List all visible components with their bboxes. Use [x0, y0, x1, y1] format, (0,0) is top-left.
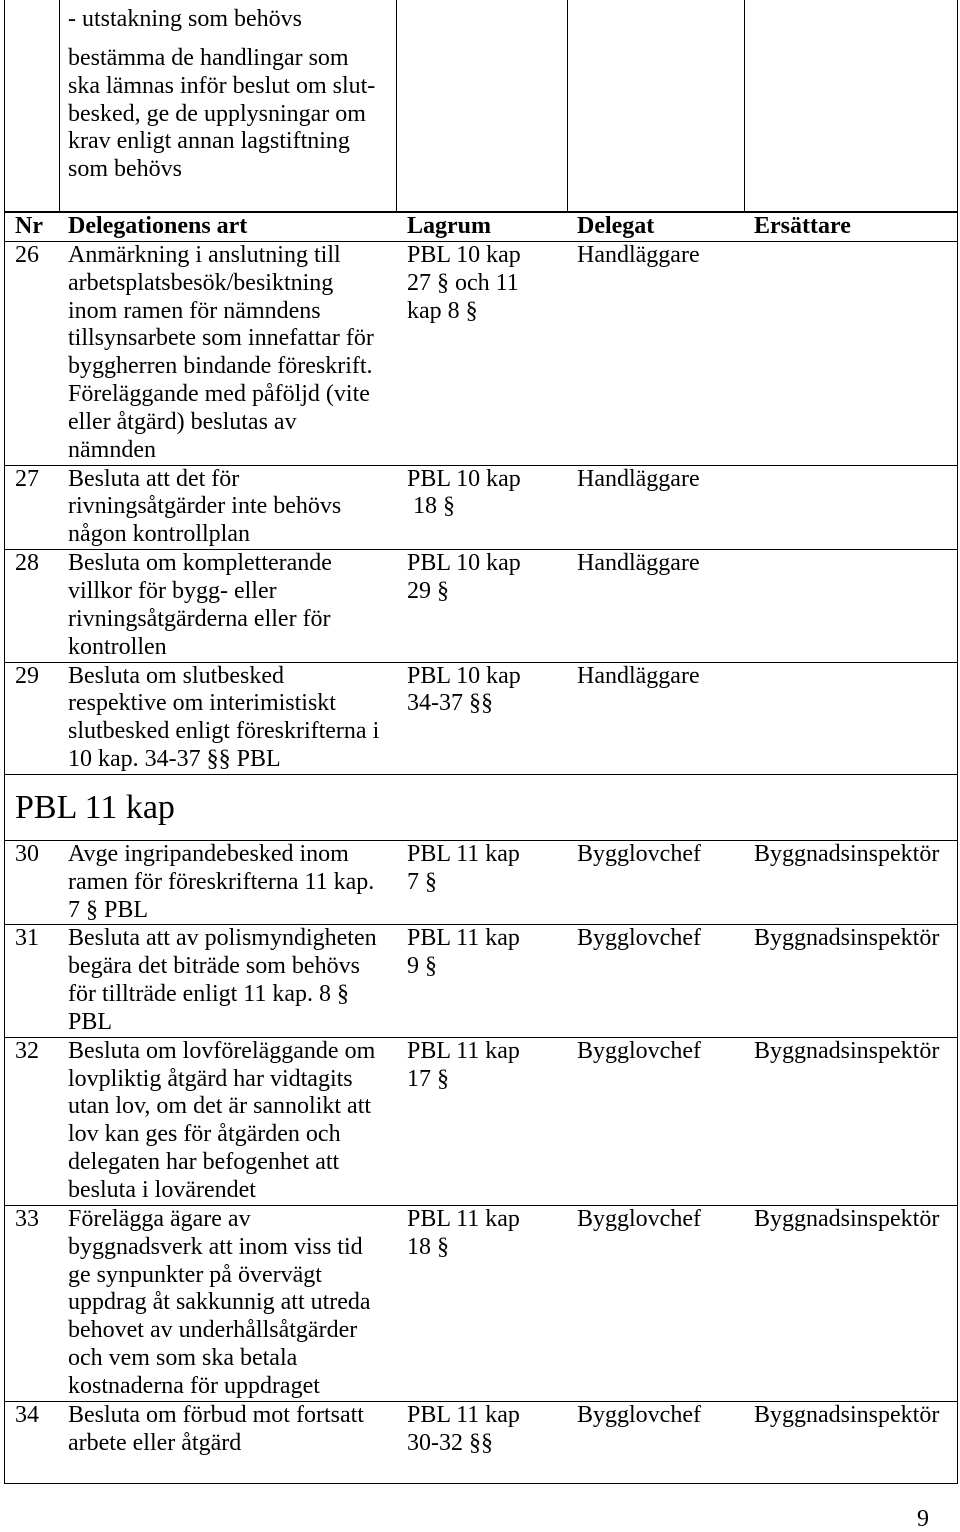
continuation-text-line: besked, ge de upplysningar om — [68, 100, 366, 127]
table-row — [5, 1401, 957, 1484]
row-lagrum — [397, 663, 568, 774]
art-text-line: lov kan ges för åtgärden och — [68, 1121, 341, 1148]
art-text-line: Besluta om lovföreläggande om — [68, 1037, 376, 1064]
lagrum-text-line: PBL 10 kap — [407, 550, 521, 577]
header-nr: Nr — [15, 213, 43, 239]
row-delegat: Handläggare — [577, 241, 700, 268]
row-ersattare: Byggnadsinspektör — [754, 1205, 940, 1232]
lagrum-text-line: 9 § — [407, 953, 437, 980]
row-delegat: Bygglovchef — [577, 840, 701, 867]
continuation-text-line: som behövs — [68, 156, 182, 183]
row-lagrum — [397, 925, 568, 1036]
continuation-bullet-item: - utstakning som behövs — [68, 6, 302, 32]
row-ersattare — [745, 550, 957, 661]
row-lagrum — [397, 1206, 568, 1401]
row-ersattare: Byggnadsinspektör — [754, 840, 940, 867]
art-text-line: för tillträde enligt 11 kap. 8 § — [68, 981, 350, 1008]
row-nr: 32 — [15, 1037, 39, 1064]
continuation-paragraph — [68, 45, 396, 184]
lagrum-text-line: 17 § — [407, 1065, 449, 1092]
row-delegationens-art — [60, 1402, 397, 1458]
row-ersattare — [745, 242, 957, 465]
art-text-line: byggnadsverk att inom viss tid — [68, 1233, 363, 1260]
continuation-nr — [5, 0, 60, 211]
continuation-row — [5, 0, 957, 213]
row-lagrum — [397, 1402, 568, 1458]
art-text-line: eller åtgärd) beslutas av — [68, 408, 297, 435]
art-text-line: arbetsplatsbesök/besiktning — [68, 269, 334, 296]
lagrum-text-line: PBL 11 kap — [407, 1401, 520, 1428]
row-lagrum — [397, 1038, 568, 1205]
lagrum-text-line: PBL 10 kap — [407, 241, 521, 268]
art-text-line: Besluta att av polismyndigheten — [68, 925, 377, 952]
art-text-line: rivningsåtgärder inte behövs — [68, 493, 342, 520]
art-text-line: 10 kap. 34-37 §§ PBL — [68, 746, 281, 773]
continuation-text-line: krav enligt annan lagstiftning — [68, 128, 350, 155]
row-lagrum — [397, 550, 568, 661]
row-ersattare — [745, 663, 957, 774]
art-text-line: Besluta om slutbesked — [68, 662, 284, 689]
continuation-ersattare — [745, 0, 957, 211]
header-lagrum: Lagrum — [407, 213, 491, 239]
table-row — [5, 1205, 957, 1401]
row-nr: 30 — [15, 840, 39, 867]
art-text-line: slutbesked enligt föreskrifterna i — [68, 718, 380, 745]
row-delegat: Bygglovchef — [577, 925, 701, 952]
row-nr: 26 — [15, 241, 39, 268]
row-nr: 31 — [15, 925, 39, 952]
row-nr: 29 — [15, 662, 39, 689]
row-delegat: Bygglovchef — [577, 1037, 701, 1064]
table-row — [5, 840, 957, 925]
header-delegat: Delegat — [577, 213, 655, 239]
section-heading: PBL 11 kap — [15, 788, 175, 826]
row-ersattare — [745, 466, 957, 550]
lagrum-text-line: PBL 11 kap — [407, 925, 520, 952]
row-nr: 28 — [15, 550, 39, 577]
delegation-table — [4, 0, 958, 1484]
art-text-line: behovet av underhållsåtgärder — [68, 1317, 358, 1344]
art-text-line: uppdrag åt sakkunnig att utreda — [68, 1289, 371, 1316]
row-delegat: Handläggare — [577, 662, 700, 689]
row-delegationens-art — [60, 1206, 397, 1401]
table-header-row — [5, 213, 957, 241]
header-ersattare: Ersättare — [754, 213, 851, 239]
art-text-line: respektive om interimistiskt — [68, 690, 336, 717]
art-text-line: byggherren bindande föreskrift. — [68, 353, 373, 380]
art-text-line: villkor för bygg- eller — [68, 577, 277, 604]
art-text-line: PBL — [68, 1008, 113, 1035]
lagrum-text-line: 7 § — [407, 868, 437, 895]
lagrum-text-line: 27 § och 11 — [407, 269, 519, 296]
art-text-line: Anmärkning i anslutning till — [68, 241, 341, 268]
lagrum-text-line: PBL 11 kap — [407, 840, 520, 867]
lagrum-text-line: 34-37 §§ — [407, 690, 493, 717]
art-text-line: 7 § PBL — [68, 896, 149, 923]
art-text-line: Avge ingripandebesked inom — [68, 840, 349, 867]
continuation-text-line: bestämma de handlingar som — [68, 44, 349, 71]
header-delegationens-art: Delegationens art — [68, 213, 248, 239]
table-row — [5, 241, 957, 465]
art-text-line: rivningsåtgärderna eller för — [68, 605, 331, 632]
art-text-line: Besluta att det för — [68, 465, 240, 492]
lagrum-text-line: 29 § — [407, 577, 449, 604]
art-text-line: utan lov, om det är sannolikt att — [68, 1093, 372, 1120]
art-text-line: delegaten har befogenhet att — [68, 1149, 340, 1176]
table-row — [5, 924, 957, 1036]
lagrum-text-line: PBL 10 kap — [407, 465, 521, 492]
row-delegat: Bygglovchef — [577, 1205, 701, 1232]
art-text-line: begära det biträde som behövs — [68, 953, 360, 980]
art-text-line: kostnaderna för uppdraget — [68, 1372, 320, 1399]
art-text-line: Besluta om kompletterande — [68, 550, 332, 577]
art-text-line: kontrollen — [68, 633, 167, 660]
row-nr: 33 — [15, 1205, 39, 1232]
lagrum-text-line: 18 § — [407, 1233, 449, 1260]
row-lagrum — [397, 841, 568, 925]
continuation-lagrum — [397, 0, 568, 211]
table-row — [5, 549, 957, 661]
row-ersattare: Byggnadsinspektör — [754, 1037, 940, 1064]
row-delegat: Bygglovchef — [577, 1401, 701, 1428]
row-ersattare: Byggnadsinspektör — [754, 1401, 940, 1428]
row-delegat: Handläggare — [577, 465, 700, 492]
lagrum-text-line: 18 § — [413, 493, 455, 520]
continuation-delegat — [568, 0, 745, 211]
art-text-line: tillsynsarbete som innefattar för — [68, 325, 374, 352]
art-text-line: besluta i lovärendet — [68, 1177, 256, 1203]
lagrum-text-line: 30-32 §§ — [407, 1429, 493, 1456]
lagrum-text-line: PBL 10 kap — [407, 662, 521, 689]
row-ersattare: Byggnadsinspektör — [754, 925, 940, 952]
row-delegationens-art — [60, 550, 397, 661]
art-text-line: Föreläggande med påföljd (vite — [68, 381, 370, 408]
art-text-line: ge synpunkter på övervägt — [68, 1261, 322, 1288]
row-delegat: Handläggare — [577, 550, 700, 577]
row-nr: 27 — [15, 465, 39, 492]
row-nr: 34 — [15, 1401, 39, 1428]
row-delegationens-art — [60, 841, 397, 925]
art-text-line: Förelägga ägare av — [68, 1205, 251, 1232]
art-text-line: ramen för föreskrifterna 11 kap. — [68, 868, 375, 895]
art-text-line: Besluta om förbud mot fortsatt — [68, 1401, 364, 1428]
art-text-line: lovpliktig åtgärd har vidtagits — [68, 1065, 353, 1092]
art-text-line: någon kontrollplan — [68, 521, 250, 548]
lagrum-text-line: PBL 11 kap — [407, 1037, 520, 1064]
continuation-delegationens-art — [60, 0, 397, 211]
table-row — [5, 465, 957, 550]
lagrum-text-line: kap 8 § — [407, 297, 478, 324]
row-delegationens-art — [60, 242, 397, 465]
art-text-line: och vem som ska betala — [68, 1345, 298, 1372]
art-text-line: nämnden — [68, 436, 156, 463]
row-lagrum — [397, 466, 568, 550]
row-delegationens-art — [60, 466, 397, 550]
table-row — [5, 1037, 957, 1205]
page-number: 9 — [917, 1506, 929, 1532]
section-heading-row — [5, 774, 957, 840]
row-delegationens-art — [60, 1038, 397, 1205]
table-row — [5, 662, 957, 774]
row-delegationens-art — [60, 925, 397, 1036]
row-delegationens-art — [60, 663, 397, 774]
row-lagrum — [397, 242, 568, 465]
art-text-line: inom ramen för nämndens — [68, 297, 321, 324]
lagrum-text-line: PBL 11 kap — [407, 1205, 520, 1232]
art-text-line: arbete eller åtgärd — [68, 1429, 242, 1456]
continuation-text-line: ska lämnas inför beslut om slut- — [68, 72, 376, 99]
